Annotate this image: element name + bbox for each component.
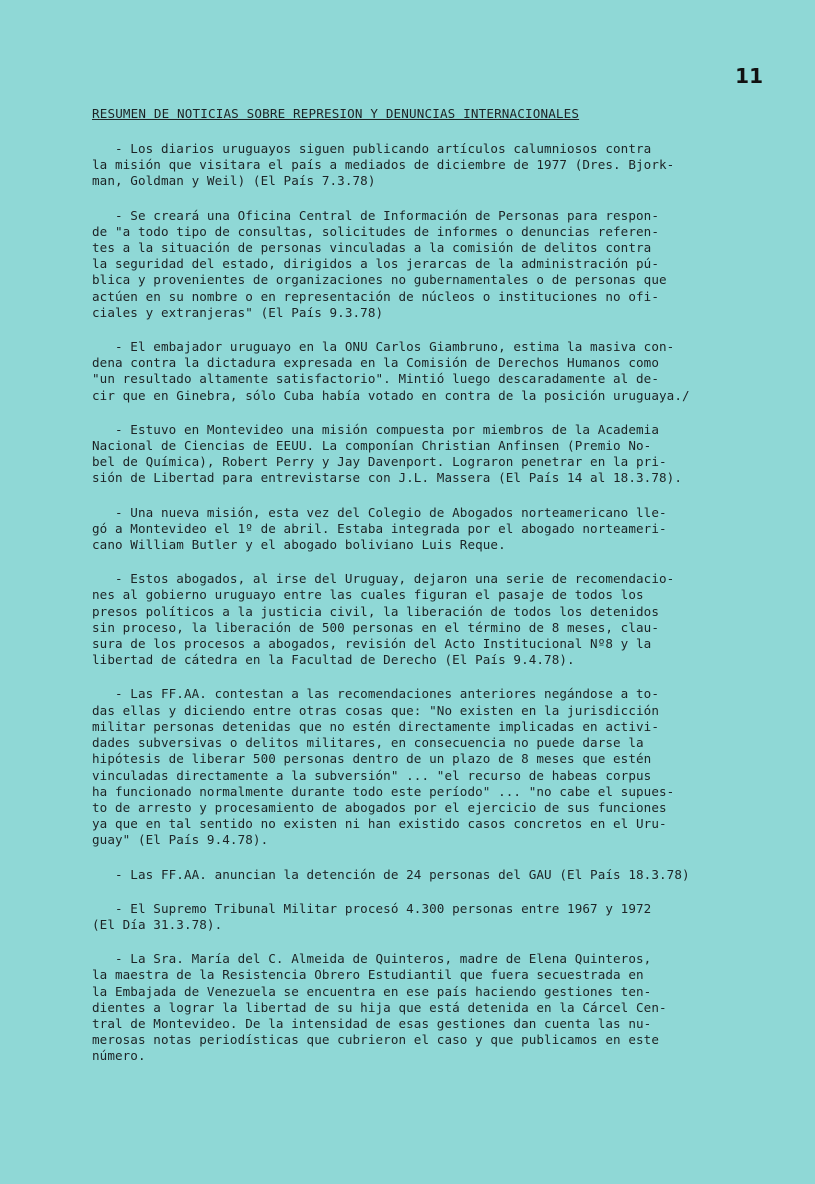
paragraph-9: - El Supremo Tribunal Militar procesó 4.300 personas entre 1967 y 1972 (El Día 31.3.78).: [92, 900, 652, 932]
paragraph-8: - Las FF.AA. anuncian la detención de 24 personas del GAU (El País 18.3.78): [92, 866, 690, 882]
page-number: 11: [735, 64, 763, 88]
paragraph-4: - Estuvo en Montevideo una misión compuesta por miembros de la Academia Nacional de Ciencias de EEUU. La componían Christian Anfinsen (Premio No- bel de Química), Robert Perry y Jay Davenport. Lograron penetrar en la pri- sión de Libertad para entrevistarse con J.L. Massera (El País 14 al 18.3.78).: [92, 421, 682, 486]
paragraph-1: - Los diarios uruguayos siguen publicando artículos calumniosos contra la misión que visitara el país a mediados de diciembre de 1977 (Dres. Bjork- man, Goldman y Weil) (El País 7.3.78): [92, 141, 675, 189]
section-heading: RESUMEN DE NOTICIAS SOBRE REPRESION Y DENUNCIAS INTERNACIONALES: [92, 106, 580, 121]
paragraph-3: - El embajador uruguayo en la ONU Carlos Giambruno, estima la masiva con- dena contra la dictadura expresada en la Comisión de Derechos Humanos como "un resultado altamente satisfactorio". Mintió luego descaradamente al de- cir que en Ginebra, sólo Cuba había votado en contra de la posición uruguaya./: [92, 339, 690, 403]
paragraph-6: - Estos abogados, al irse del Uruguay, dejaron una serie de recomendacio- nes al gobierno uruguayo entre las cuales figuran el pasaje de todos los presos políticos a la justicia civil, la liberación de todos los detenidos sin proceso, la liberación de 500 personas en el término de 8 meses, clau- sura de los procesos a abogados, revisión del Acto Institucional Nº8 y la libertad de cátedra en la Facultad de Derecho (El País 9.4.78).: [92, 571, 675, 668]
paragraph-2: - Se creará una Oficina Central de Información de Personas para respon- de "a todo tipo de consultas, solicitudes de informes o denuncias referen- tes a la situación de personas vinculadas a la comisión de delitos contra la seguridad del estado, dirigidos a los jerarcas de la administración pú- blica y provenientes de organizaciones no gubernamentales o de personas que actúen en su nombre o en representación de núcleos o instituciones no ofi- ciales y extranjeras" (El País 9.3.78): [92, 207, 667, 320]
paragraph-10: - La Sra. María del C. Almeida de Quinteros, madre de Elena Quinteros, la maestra de la Resistencia Obrero Estudiantil que fuera secuestrada en la Embajada de Venezuela se encuentra en ese país haciendo gestiones ten- dientes a lograr la libertad de su hija que está detenida en la Cárcel Cen- tral de Montevideo. De la intensidad de esas gestiones dan cuenta las nu- merosas notas periodísticas que cubrieron el caso y que publicamos en este número.: [92, 951, 667, 1064]
paragraph-5: - Una nueva misión, esta vez del Colegio de Abogados norteamericano lle- gó a Montevideo el 1º de abril. Estaba integrada por el abogado norteameri- cano William Butler y el abogado boliviano Luis Reque.: [92, 504, 667, 553]
news-summary-body: [92, 141, 792, 1083]
paragraph-7: - Las FF.AA. contestan a las recomendaciones anteriores negándose a to- das ellas y diciendo entre otras cosas que: "No existen en la jurisdicción militar personas detenidas que no estén directamente implicadas en activi- dades subversivas o delitos militares, en consecuencia no puede darse la hipótesis de liberar 500 personas dentro de un plazo de 8 meses que estén vinculadas directamente a la subversión" ... "el recurso de habeas corpus ha funcionado normalmente durante todo este período" ... "no cabe el supues- to de arresto y procesamiento de abogados por el ejercicio de sus funciones ya que en tal sentido no existen ni han existido casos concretos en el Uru- guay" (El País 9.4.78).: [92, 686, 675, 848]
